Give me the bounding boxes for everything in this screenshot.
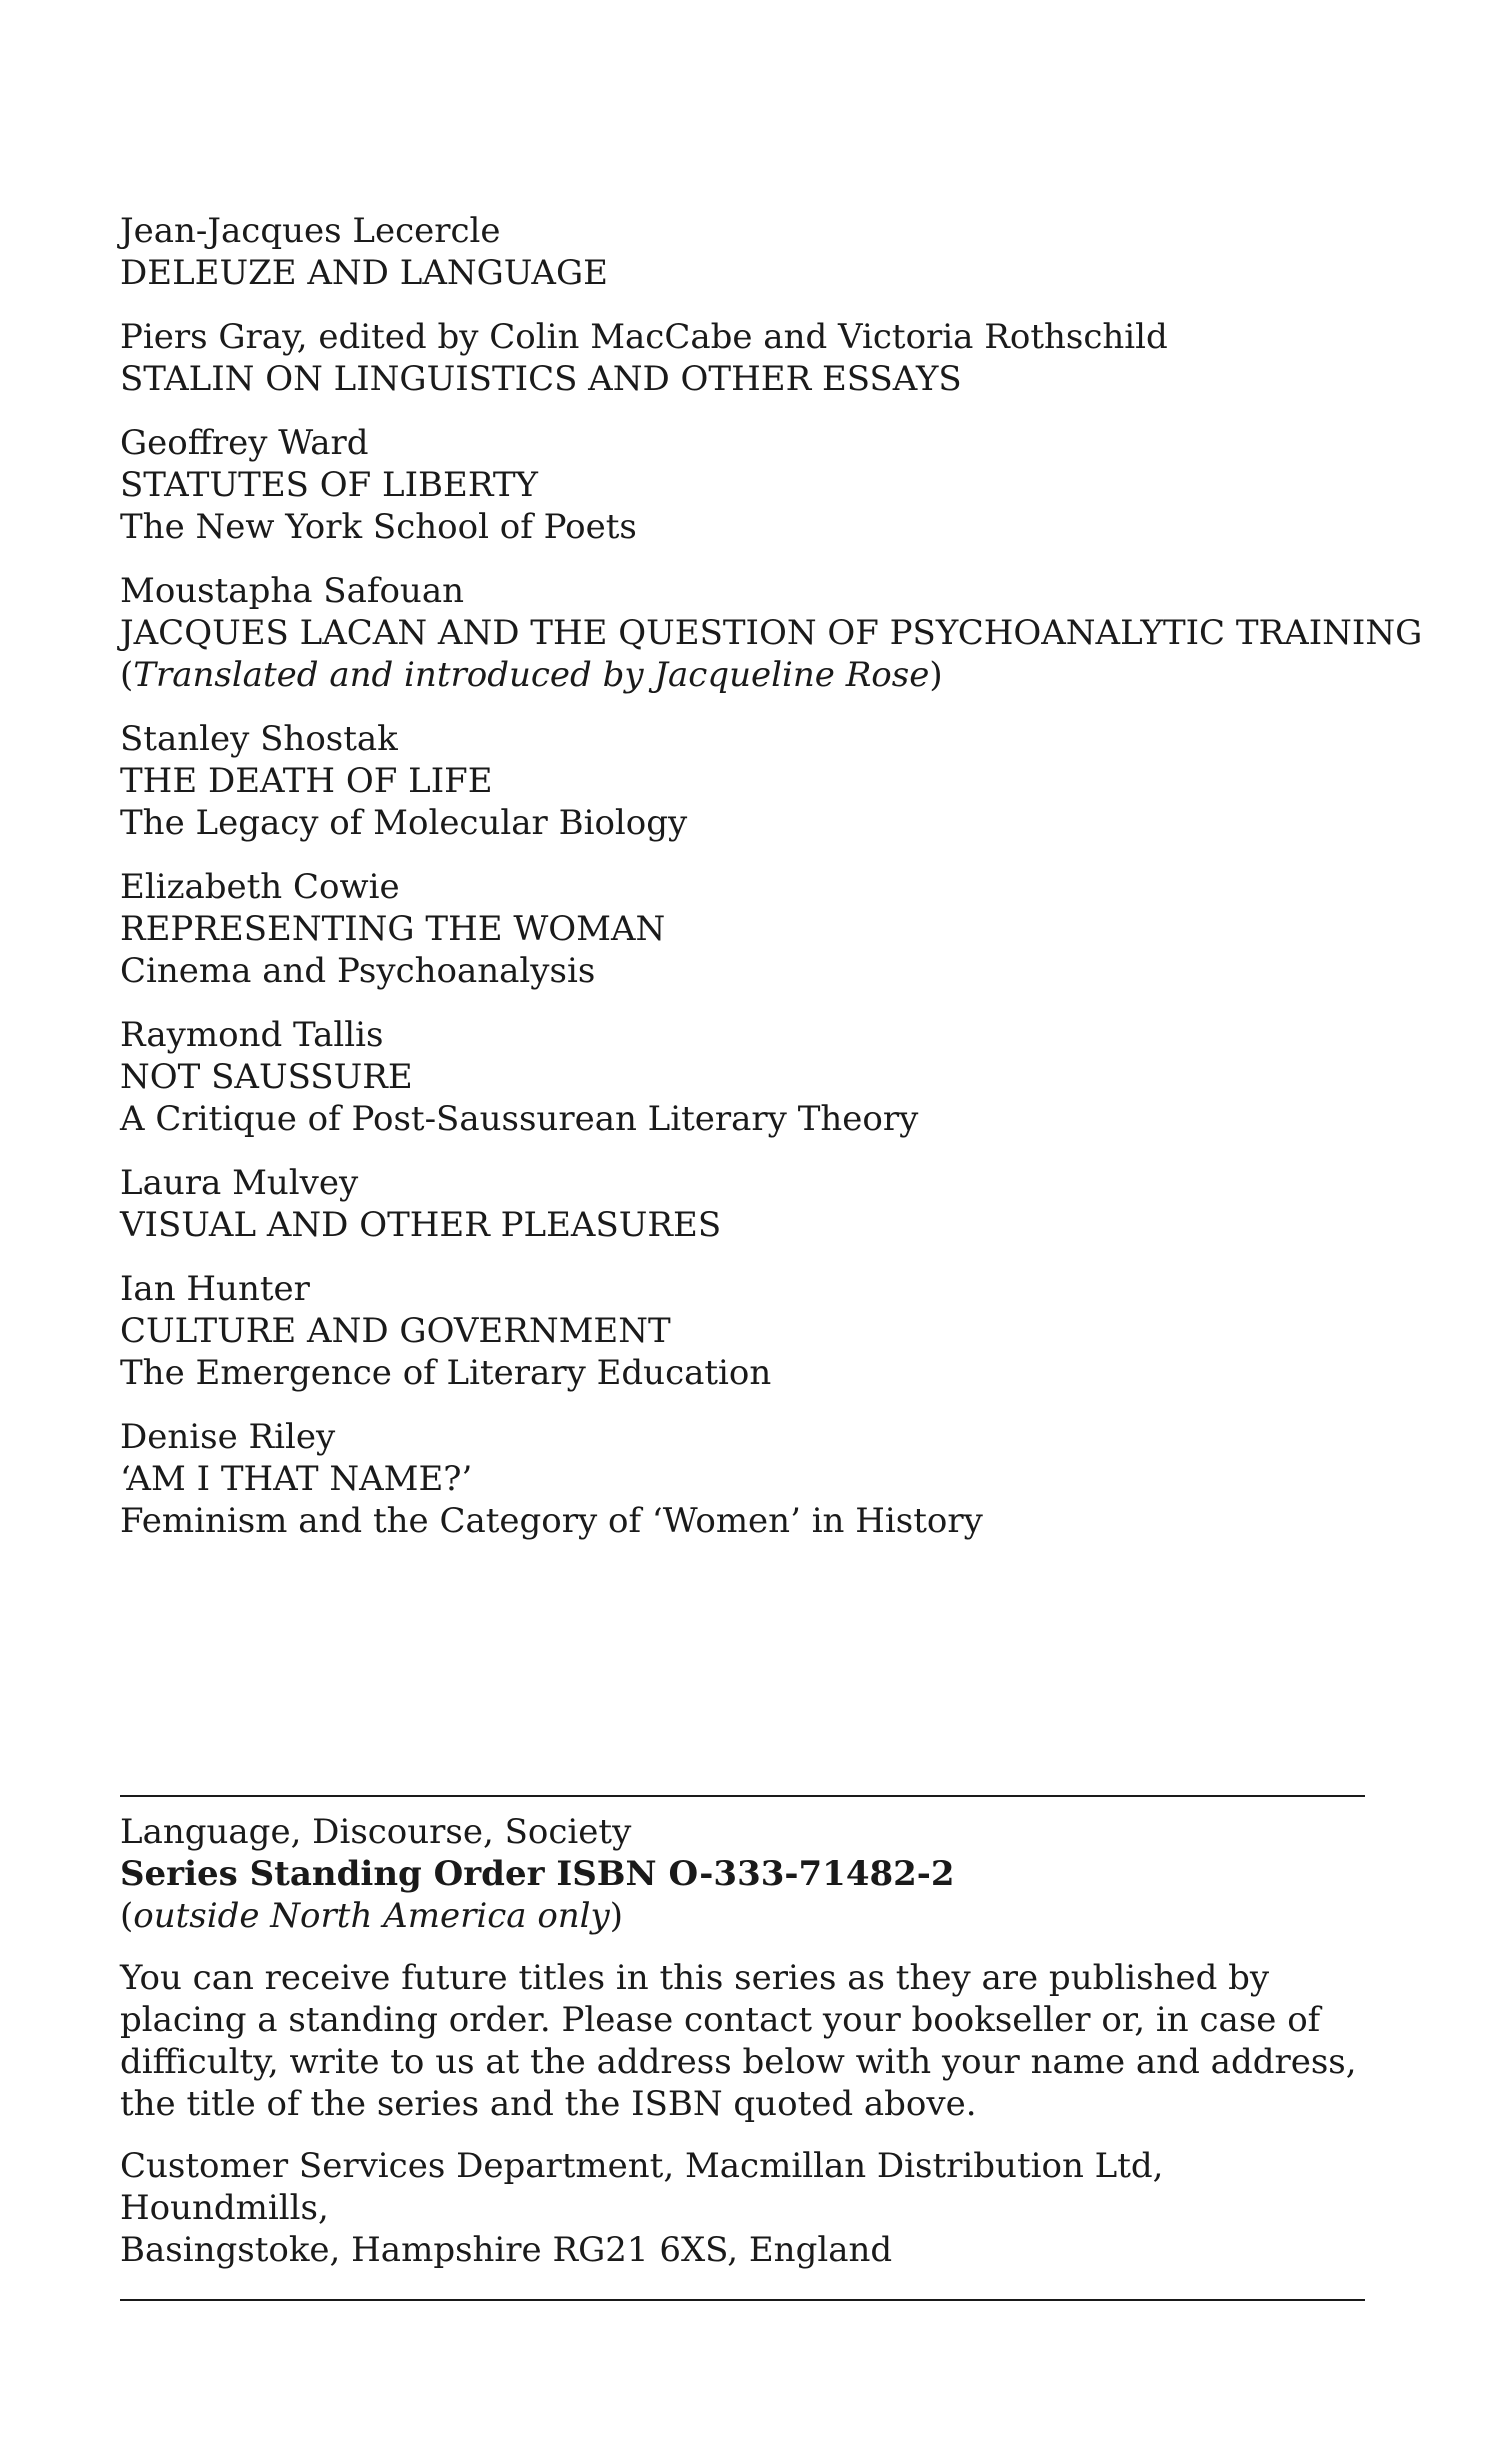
series-region-text: outside North America only xyxy=(133,1896,610,1936)
book-entry xyxy=(120,422,1365,548)
book-entry xyxy=(120,210,1365,294)
book-author: Moustapha Safouan xyxy=(120,571,464,611)
book-subtitle: Feminism and the Category of ‘Women’ in History xyxy=(120,1501,983,1541)
book-title: CULTURE AND GOVERNMENT xyxy=(120,1311,671,1351)
series-header xyxy=(120,1811,1365,1937)
translator-note-text: Translated and introduced by Jacqueline Rose xyxy=(133,655,930,695)
book-entry xyxy=(120,718,1365,844)
book-entry xyxy=(120,866,1365,992)
book-title: REPRESENTING THE WOMAN xyxy=(120,909,666,949)
book-entry xyxy=(120,1014,1365,1140)
book-title: VISUAL AND OTHER PLEASURES xyxy=(120,1205,722,1245)
book-entry xyxy=(120,1416,1365,1542)
book-title: STALIN ON LINGUISTICS AND OTHER ESSAYS xyxy=(120,359,962,399)
book-author: Piers Gray, edited by Colin MacCabe and Victoria Rothschild xyxy=(120,317,1168,357)
book-list-page xyxy=(120,210,1423,1564)
book-subtitle: The Emergence of Literary Education xyxy=(120,1353,772,1393)
note-open-paren: ( xyxy=(120,655,134,695)
region-close-paren: ) xyxy=(609,1896,624,1936)
address-line-1: Customer Services Department, Macmillan Distribution Ltd, Houndmills, xyxy=(120,2146,1164,2228)
book-title: ‘AM I THAT NAME?’ xyxy=(120,1459,473,1499)
book-entry xyxy=(120,570,1423,696)
book-entry xyxy=(120,1162,1365,1246)
customer-services-address xyxy=(120,2145,1365,2271)
translator-note xyxy=(120,654,1365,696)
book-author: Denise Riley xyxy=(120,1417,336,1457)
book-subtitle: A Critique of Post-Saussurean Literary Theory xyxy=(120,1099,919,1139)
book-title: DELEUZE AND LANGUAGE xyxy=(120,253,608,293)
book-title: NOT SAUSSURE xyxy=(120,1057,413,1097)
book-entry xyxy=(120,1268,1365,1394)
note-close-paren: ) xyxy=(929,655,943,695)
book-author: Laura Mulvey xyxy=(120,1163,359,1203)
book-title: JACQUES LACAN AND THE QUESTION OF PSYCHOANALYTIC TRAINING xyxy=(120,613,1423,653)
book-subtitle: The New York School of Poets xyxy=(120,507,637,547)
book-entry xyxy=(120,316,1365,400)
book-author: Geoffrey Ward xyxy=(120,423,369,463)
book-title: THE DEATH OF LIFE xyxy=(120,761,493,801)
series-region xyxy=(120,1895,1365,1937)
book-author: Raymond Tallis xyxy=(120,1015,384,1055)
series-standing-order-box xyxy=(120,1795,1365,2301)
book-author: Stanley Shostak xyxy=(120,719,398,759)
series-isbn: Series Standing Order ISBN O-333-71482-2 xyxy=(120,1854,955,1894)
series-name: Language, Discourse, Society xyxy=(120,1812,632,1852)
book-list xyxy=(120,210,1423,1542)
book-title: STATUTES OF LIBERTY xyxy=(120,465,538,505)
book-author: Jean-Jacques Lecercle xyxy=(120,211,501,251)
book-subtitle: The Legacy of Molecular Biology xyxy=(120,803,688,843)
book-subtitle: Cinema and Psychoanalysis xyxy=(120,951,596,991)
address-line-2: Basingstoke, Hampshire RG21 6XS, England xyxy=(120,2230,893,2270)
book-author: Ian Hunter xyxy=(120,1269,310,1309)
book-author: Elizabeth Cowie xyxy=(120,867,400,907)
standing-order-paragraph: You can receive future titles in this series as they are published by placing a standing order. Please contact your bookseller or, in case of difficulty, write to us at the address below with your name and address, the title of the series and the ISBN quoted above. xyxy=(120,1958,1357,2124)
region-open-paren: ( xyxy=(120,1896,134,1936)
